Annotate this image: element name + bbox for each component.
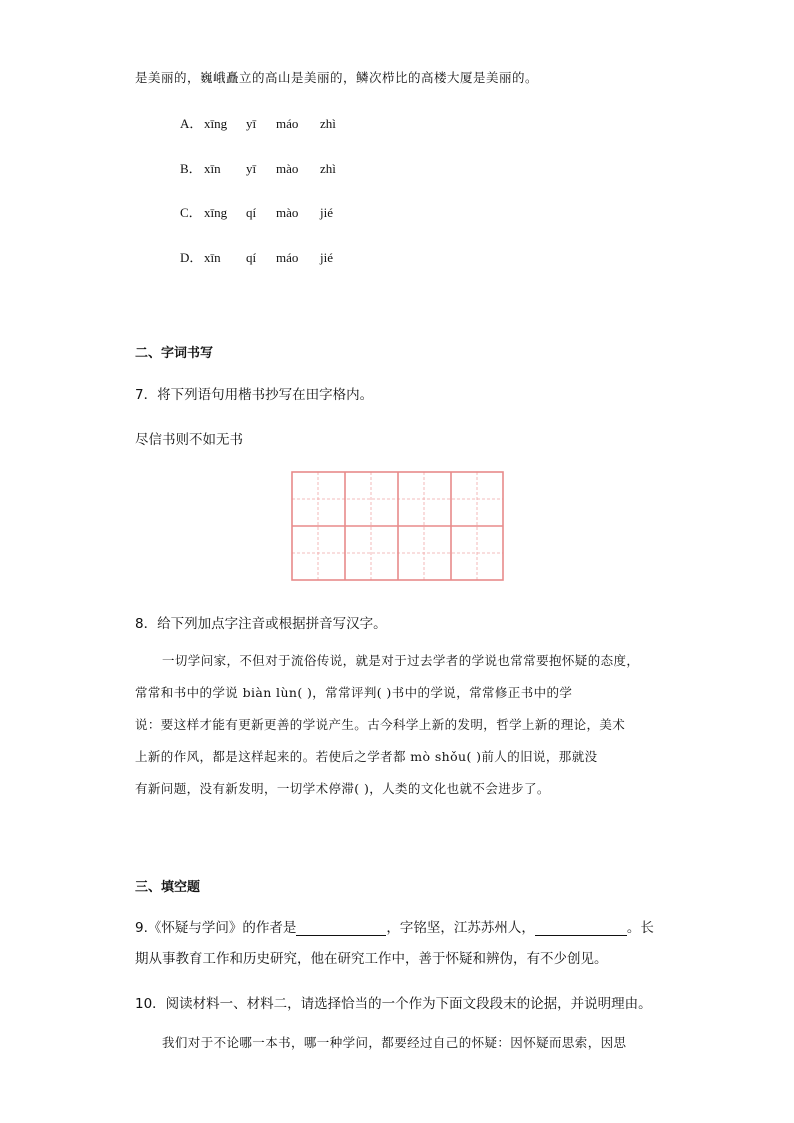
option-a-pinyin-2: yī [246, 116, 257, 131]
section-3-title: 三、填空题 [135, 880, 201, 895]
option-b-pinyin-2: yī [246, 161, 257, 176]
option-b-pinyin-1: xīn [204, 161, 221, 176]
question-8-line-3: 说：要这样才能有更新更善的学说产生。古今科学上新的发明，哲学上新的理论，美术 [135, 717, 626, 732]
question-8-prompt: 8．给下列加点字注音或根据拼音写汉字。 [135, 616, 387, 632]
option-a-pinyin-4: zhì [320, 116, 336, 131]
question-intro-text: 是美丽的，巍峨矗立的高山是美丽的，鳞次栉比的高楼大厦是美丽的。 [135, 70, 539, 85]
option-c-pinyin-3: mào [276, 205, 299, 220]
option-d[interactable] [180, 247, 333, 266]
option-c[interactable] [180, 202, 333, 221]
question-8-line-4: 上新的作风，都是这样起来的。若使后之学者都 mò shǒu( )前人的旧说，那就没 [135, 749, 598, 764]
question-9-part-3: 。长 [626, 920, 654, 936]
question-7-prompt: 7．将下列语句用楷书抄写在田字格内。 [135, 387, 374, 403]
section-2-title: 二、字词书写 [135, 346, 214, 361]
author-blank[interactable] [296, 921, 386, 936]
option-c-pinyin-4: jié [320, 205, 333, 220]
option-b[interactable] [180, 158, 336, 177]
option-b-pinyin-3: mào [276, 161, 299, 176]
option-a-label: A． [180, 116, 203, 131]
option-d-pinyin-3: máo [276, 250, 299, 265]
option-c-label: C． [180, 205, 202, 220]
question-7-text: 尽信书则不如无书 [135, 432, 243, 448]
option-a[interactable] [180, 113, 336, 132]
option-d-pinyin-1: xīn [204, 250, 221, 265]
option-b-pinyin-4: zhì [320, 161, 336, 176]
tianzige-grid[interactable] [290, 470, 505, 582]
option-d-pinyin-2: qí [246, 250, 257, 265]
option-c-pinyin-2: qí [246, 205, 257, 220]
question-8-line-1: 一切学问家，不但对于流俗传说，就是对于过去学者的学说也常常要抱怀疑的态度， [162, 653, 640, 668]
question-10-passage: 我们对于不论哪一本书，哪一种学问，都要经过自己的怀疑：因怀疑而思索，因思 [162, 1035, 627, 1050]
question-9-part-1: 9.《怀疑与学问》的作者是 [135, 920, 297, 936]
question-10-prompt: 10．阅读材料一、材料二，请选择恰当的一个作为下面文段段末的论据，并说明理由。 [135, 996, 652, 1012]
question-9-line-2: 期从事教育工作和历史研究，他在研究工作中，善于怀疑和辨伪，有不少创见。 [135, 951, 608, 967]
question-9-line-1 [135, 916, 654, 936]
option-b-label: B． [180, 161, 202, 176]
question-8-line-5: 有新问题，没有新发明，一切学术停滞( )，人类的文化也就不会进步了。 [135, 781, 550, 796]
option-d-label: D． [180, 250, 203, 265]
question-8-line-2: 常常和书中的学说 biàn lùn( )，常常评判( )书中的学说，常常修正书中的学 [135, 685, 573, 700]
option-a-pinyin-3: máo [276, 116, 299, 131]
option-a-pinyin-1: xīng [204, 116, 228, 131]
option-d-pinyin-4: jié [320, 250, 333, 265]
question-9-part-2: ，字铭坚，江苏苏州人， [386, 920, 535, 936]
title-blank[interactable] [535, 921, 627, 936]
option-c-pinyin-1: xīng [204, 205, 228, 220]
